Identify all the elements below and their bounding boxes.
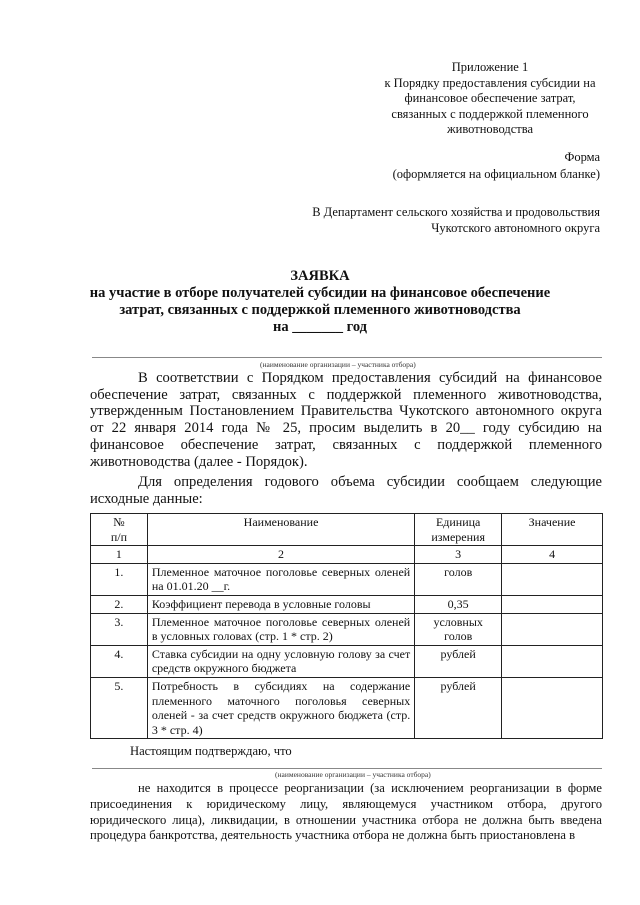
row-num: 4. (91, 645, 148, 677)
title-line-3: на _______ год (273, 319, 367, 335)
table-row (91, 595, 603, 613)
table-row (91, 677, 603, 738)
index-cell: 2 (147, 546, 414, 564)
row-value[interactable] (502, 677, 603, 738)
appendix-line-1: Приложение 1 (451, 60, 529, 74)
header-value: Значение (502, 514, 603, 546)
row-unit: рублей (415, 645, 502, 677)
organization-caption-1: (наименование организации – участника отбора) (260, 360, 416, 369)
title-line-1: на участие в отборе получателей субсидии на финансовое обеспечение (89, 285, 551, 301)
appendix-line-4: связанных с поддержкой племенного (391, 106, 589, 121)
row-unit: рублей (415, 677, 502, 738)
row-unit: голов (415, 563, 502, 595)
form-label: Форма (564, 150, 600, 164)
paragraph-intro-text: В соответствии с Порядком предоставления субсидий на финансовое обеспечение затрат, связанных с поддержкой племенного животноводства, утвержденным Постановлением Правительства Чукотского автономного округа от 22 января 2014 года № 25, просим выделить в 20__ году субсидию на финансовое обеспечение затрат, связанных с поддержкой племенного животноводства (далее - Порядок). (90, 370, 602, 470)
organization-caption-2: (наименование организации – участника отбора) (275, 770, 431, 779)
appendix-line-5: животноводства (447, 122, 533, 136)
header-unit-line-2: измерения (431, 529, 485, 544)
table-row (91, 645, 603, 677)
row-value[interactable] (502, 645, 603, 677)
organization-name-line (92, 357, 602, 358)
index-cell: 4 (502, 546, 603, 564)
row-value[interactable] (502, 613, 603, 645)
header-name: Наименование (147, 514, 414, 546)
index-cell: 3 (415, 546, 502, 564)
paragraph-data-intro (90, 474, 602, 507)
addressee-line-2: Чукотского автономного округа (431, 221, 600, 235)
row-num: 3. (91, 613, 148, 645)
row-num: 1. (91, 563, 148, 595)
paragraph-conditions-text: не находится в процессе реорганизации (за исключением реорганизации в форме присоединения к юридическому лицу, являющемуся участником отбора, другого юридического лица), ликвидации, в отношении участника отбора не должна быть введена процедура банкротства, деятельность участника отбора не должна быть приостановлена в (90, 781, 602, 843)
row-unit: 0,35 (415, 595, 502, 613)
form-note: (оформляется на официальном бланке) (392, 167, 600, 181)
row-num: 2. (91, 595, 148, 613)
row-name: Ставка субсидии на одну условную голову за счет средств окружного бюджета (147, 645, 414, 677)
table-row (91, 563, 603, 595)
header-num-line-2: п/п (110, 529, 128, 544)
table-header-row (91, 514, 603, 546)
appendix-line-2: к Порядку предоставления субсидии на (384, 75, 596, 90)
appendix-block (380, 60, 600, 138)
row-unit: условных голов (415, 613, 502, 645)
row-num: 5. (91, 677, 148, 738)
organization-name-line-2 (92, 768, 602, 769)
paragraph-conditions (90, 781, 602, 844)
paragraph-intro (90, 370, 602, 470)
title-line-2: затрат, связанных с поддержкой племенного животноводства (119, 302, 521, 318)
title-word: ЗАЯВКА (290, 268, 350, 284)
subsidy-data-table (90, 513, 603, 739)
paragraph-data-intro-text: Для определения годового объема субсидии сообщаем следующие исходные данные: (90, 474, 602, 507)
appendix-line-3: финансовое обеспечение затрат, (404, 91, 576, 105)
row-name: Племенное маточное поголовье северных оленей в условных головах (стр. 1 * стр. 2) (147, 613, 414, 645)
confirm-text: Настоящим подтверждаю, что (130, 744, 292, 758)
header-num (91, 514, 148, 546)
row-name: Племенное маточное поголовье северных оленей на 01.01.20 __г. (147, 563, 414, 595)
addressee-line-1: В Департамент сельского хозяйства и продовольствия (312, 205, 600, 219)
row-name: Коэффициент перевода в условные головы (147, 595, 414, 613)
table-row (91, 613, 603, 645)
row-name: Потребность в субсидиях на содержание племенного маточного поголовья северных оленей - за счет средств окружного бюджета (стр. 3 * стр. 4) (147, 677, 414, 738)
table-index-row (91, 546, 603, 564)
header-num-line-1: № (113, 515, 125, 529)
index-cell: 1 (91, 546, 148, 564)
row-value[interactable] (502, 563, 603, 595)
header-unit (415, 514, 502, 546)
row-value[interactable] (502, 595, 603, 613)
header-unit-line-1: Единица (435, 515, 481, 529)
